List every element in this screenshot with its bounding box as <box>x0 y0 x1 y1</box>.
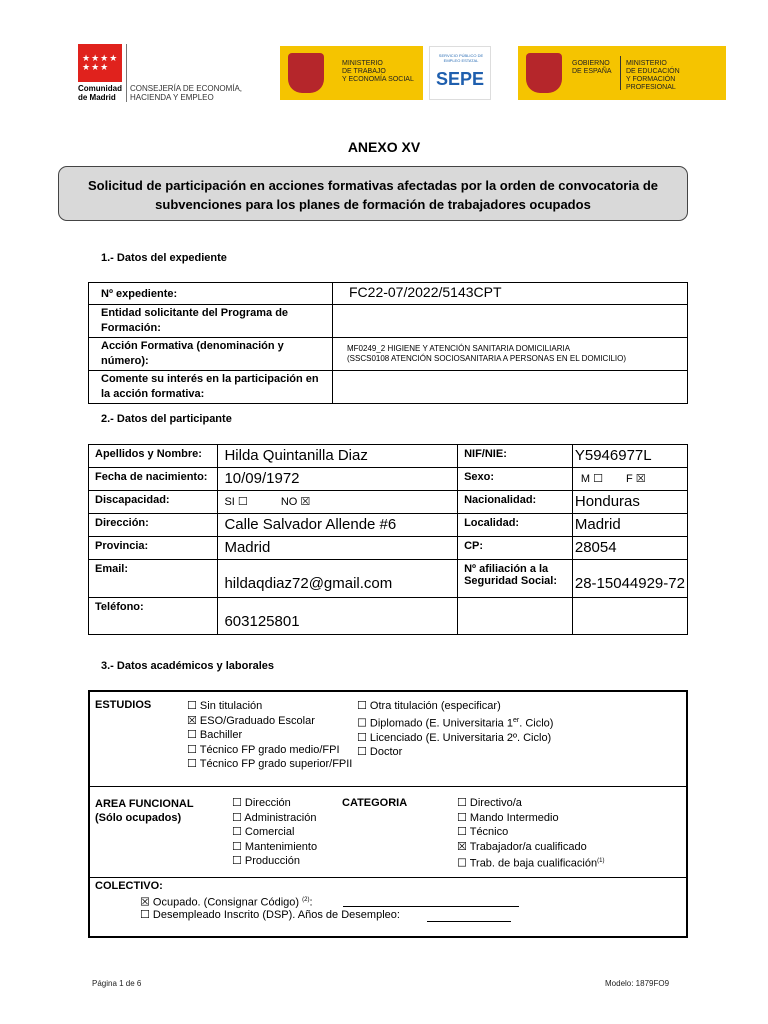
email-label: Email: <box>89 560 218 598</box>
coat-of-arms-icon <box>526 53 562 93</box>
colectivo-label: COLECTIVO: <box>95 880 163 892</box>
page-number: Página 1 de 6 <box>92 979 142 988</box>
apellidos-value[interactable]: Hilda Quintanilla Diaz <box>218 445 458 468</box>
telefono-label: Teléfono: <box>89 598 218 635</box>
provincia-label: Provincia: <box>89 537 218 560</box>
colectivo-desempleado[interactable]: ☐ Desempleado Inscrito (DSP). Años de Desempleo: <box>140 909 400 921</box>
ministerio-educacion-text: MINISTERIO DE EDUCACIÓN Y FORMACIÓN PROFESIONAL <box>626 60 680 91</box>
section1-heading: 1.- Datos del expediente <box>101 252 227 264</box>
categoria-baja[interactable]: ☐ Trab. de baja cualificación$^{(1)}$ <box>457 857 605 870</box>
estudios-col2 <box>357 699 553 760</box>
annex-title: ANEXO XV <box>347 139 421 155</box>
comente-value[interactable] <box>333 371 688 404</box>
ss-label: Nº afiliación a la Seguridad Social: <box>458 560 573 598</box>
gobierno-text: GOBIERNO DE ESPAÑA <box>572 60 612 75</box>
ministerio-educacion-logo <box>518 46 726 100</box>
cp-value[interactable]: 28054 <box>572 537 687 560</box>
categoria-list <box>457 796 604 871</box>
expediente-table <box>88 282 688 404</box>
area-list <box>232 796 317 869</box>
cm-department: CONSEJERÍA DE ECONOMÍA, HACIENDA Y EMPLEO <box>130 84 243 102</box>
categoria-mando[interactable]: ☐ Mando Intermedio <box>457 811 559 824</box>
fecha-label: Fecha de nacimiento: <box>89 468 218 491</box>
estudios-sin-titulacion[interactable]: ☐ Sin titulación <box>187 700 263 712</box>
estudios-otra[interactable]: ☐ Otra titulación (especificar) <box>357 700 501 712</box>
anos-desempleo-field[interactable] <box>427 921 511 922</box>
colectivo-ocupado[interactable]: ☒ Ocupado. (Consignar Código) $^{(2)}$: <box>140 896 313 909</box>
sexo-f-checkbox[interactable]: F ☒ <box>626 473 646 485</box>
nif-label: NIF/NIE: <box>458 445 573 468</box>
section2-heading: 2.- Datos del participante <box>101 413 232 425</box>
nacionalidad-value[interactable]: Honduras <box>572 491 687 514</box>
coat-of-arms-icon <box>288 53 324 93</box>
provincia-value[interactable]: Madrid <box>218 537 458 560</box>
discapacidad-options[interactable] <box>218 491 458 514</box>
categoria-tecnico[interactable]: ☐ Técnico <box>457 826 509 838</box>
cm-name: Comunidad de Madrid <box>78 84 122 102</box>
fecha-value[interactable]: 10/09/1972 <box>218 468 458 491</box>
area-mantenimiento[interactable]: ☐ Mantenimiento <box>232 840 318 853</box>
estudios-diplomado[interactable]: ☐ Diplomado (E. Universitaria 1er. Ciclo) <box>357 716 554 730</box>
entidad-label: Entidad solicitante del Programa de Formación: <box>89 305 333 338</box>
entidad-value[interactable] <box>333 305 688 338</box>
sexo-m-checkbox[interactable]: M ☐ <box>580 473 603 485</box>
madrid-flag-icon <box>78 44 122 82</box>
estudios-fp-medio[interactable]: ☐ Técnico FP grado medio/FPI <box>187 743 340 756</box>
nif-value[interactable]: Y5946977L <box>572 445 687 468</box>
divider <box>88 786 688 787</box>
nacionalidad-label: Nacionalidad: <box>458 491 573 514</box>
discapacidad-label: Discapacidad: <box>89 491 218 514</box>
comente-label: Comente su interés en la participación en la acción formativa: <box>89 371 333 404</box>
ss-value[interactable]: 28-15044929-72 <box>572 560 687 598</box>
participante-table <box>88 444 688 635</box>
estudios-col1 <box>187 699 352 772</box>
comunidad-madrid-logo <box>78 44 258 104</box>
apellidos-label: Apellidos y Nombre: <box>89 445 218 468</box>
categoria-trabajador[interactable]: ☒ Trabajador/a cualificado <box>457 840 587 853</box>
ministerio-trabajo-text: MINISTERIO DE TRABAJO Y ECONOMÍA SOCIAL <box>342 60 414 83</box>
divider <box>88 877 688 878</box>
estudios-bachiller[interactable]: ☐ Bachiller <box>187 729 243 741</box>
ministerio-trabajo-logo <box>280 46 423 100</box>
estudios-label: ESTUDIOS <box>95 699 152 711</box>
estudios-eso[interactable]: ☒ ESO/Graduado Escolar <box>187 714 315 727</box>
localidad-value[interactable]: Madrid <box>572 514 687 537</box>
direccion-value[interactable]: Calle Salvador Allende #6 <box>218 514 458 537</box>
telefono-value[interactable]: 603125801 <box>218 598 458 635</box>
request-title-line-1: Solicitud de participación en acciones formativas afectadas por la orden de convocatoria de <box>87 178 658 193</box>
expediente-value[interactable]: FC22-07/2022/5143CPT <box>333 283 688 305</box>
estudios-fp-superior[interactable]: ☐ Técnico FP grado superior/FPII <box>187 758 353 770</box>
categoria-directivo[interactable]: ☐ Directivo/a <box>457 797 522 809</box>
flag-stars: ★★★★ ★★★ <box>82 53 119 72</box>
accion-label: Acción Formativa (denominación y número): <box>89 338 333 371</box>
area-administracion[interactable]: ☐ Administración <box>232 811 317 824</box>
logo-divider <box>126 44 127 102</box>
section3-heading: 3.- Datos académicos y laborales <box>101 660 275 672</box>
request-title-box <box>58 166 688 221</box>
disc-no-checkbox[interactable]: NO ☒ <box>280 496 311 508</box>
estudios-licenciado[interactable]: ☐ Licenciado (E. Universitaria 2º. Ciclo) <box>357 731 552 744</box>
sexo-label: Sexo: <box>458 468 573 491</box>
expediente-label: Nº expediente: <box>89 283 333 305</box>
categoria-label: CATEGORIA <box>342 797 408 809</box>
estudios-doctor[interactable]: ☐ Doctor <box>357 746 403 759</box>
email-value[interactable]: hildaqdiaz72@gmail.com <box>218 560 458 598</box>
request-title-line-2: subvenciones para los planes de formación de trabajadores ocupados <box>155 197 591 212</box>
codigo-field[interactable] <box>343 906 519 907</box>
sexo-options[interactable] <box>572 468 687 491</box>
area-comercial[interactable]: ☐ Comercial <box>232 826 295 838</box>
area-label: AREA FUNCIONAL (Sólo ocupados) <box>95 798 194 824</box>
area-direccion[interactable]: ☐ Dirección <box>232 797 291 809</box>
cp-label: CP: <box>458 537 573 560</box>
direccion-label: Dirección: <box>89 514 218 537</box>
sepe-logo: SERVICIO PÚBLICO DE EMPLEO ESTATAL SEPE <box>429 46 491 100</box>
accion-value[interactable]: MF0249_2 HIGIENE Y ATENCIÓN SANITARIA DOMICILIARIA (SSCS0108 ATENCIÓN SOCIOSANITARIA A PERSONAS EN EL DOMICILIO) <box>333 338 688 371</box>
disc-si-checkbox[interactable]: SI ☐ <box>224 496 248 508</box>
localidad-label: Localidad: <box>458 514 573 537</box>
area-produccion[interactable]: ☐ Producción <box>232 855 300 867</box>
model-number: Modelo: 1879FO9 <box>605 979 670 988</box>
